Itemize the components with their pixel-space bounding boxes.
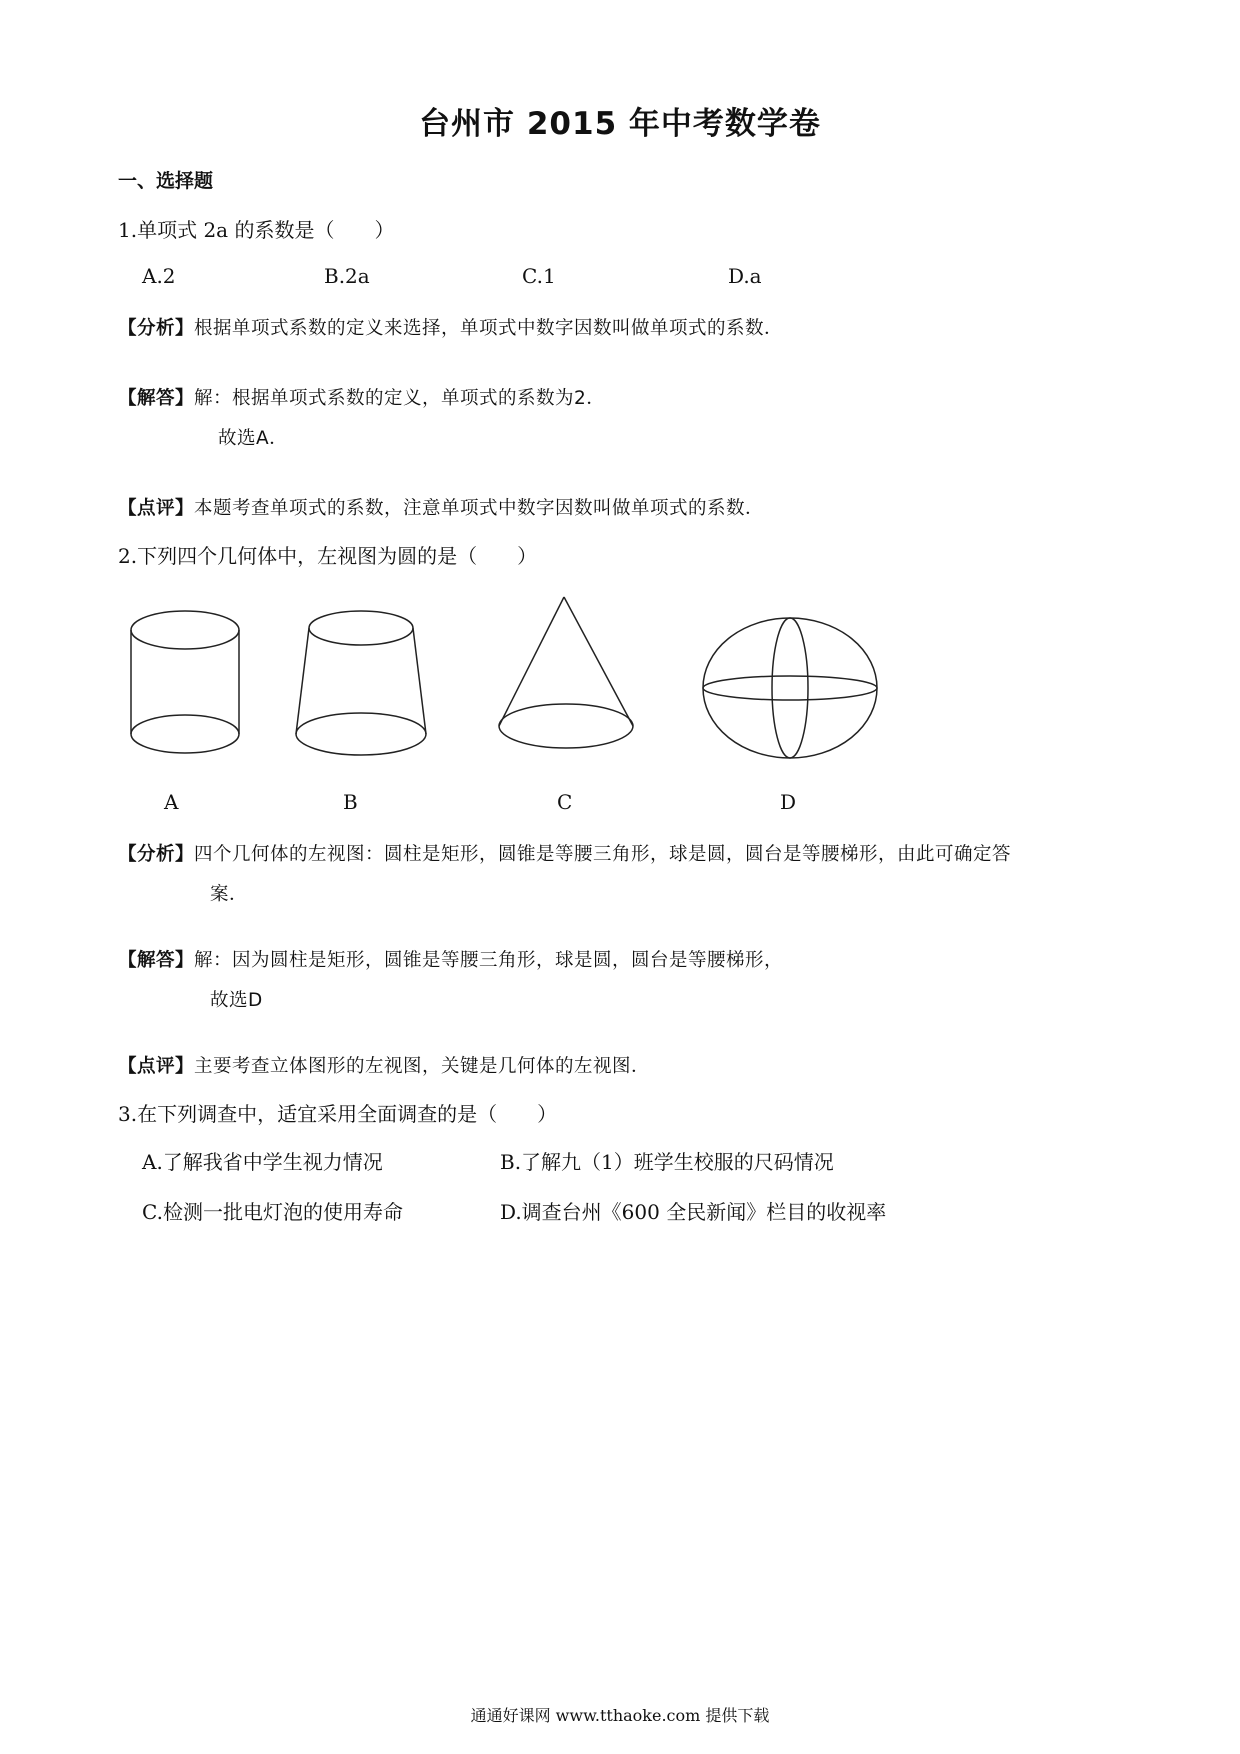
q2-comment-text: 主要考查立体图形的左视图，关键是几何体的左视图． bbox=[194, 1056, 651, 1077]
q3-stem: 3.在下列调查中，适宜采用全面调查的是（ ） bbox=[118, 1102, 558, 1126]
q3-option-b: B.了解九（1）班学生校服的尺码情况 bbox=[500, 1150, 834, 1174]
q1-option-b: B.2a bbox=[324, 264, 370, 288]
figure-label-b: B bbox=[343, 790, 358, 814]
q2-comment-tag: 【点评】 bbox=[118, 1056, 195, 1077]
q3-option-a: A.了解我省中学生视力情况 bbox=[142, 1150, 383, 1174]
q1-answer-tag: 【解答】 bbox=[118, 388, 195, 409]
q1-option-a: A.2 bbox=[142, 264, 176, 288]
q1-option-c: C.1 bbox=[522, 264, 556, 288]
sphere-figure bbox=[703, 618, 877, 758]
q1-answer-choice: 故选A． bbox=[218, 428, 289, 449]
q2-answer bbox=[118, 946, 783, 972]
q3-option-c: C.检测一批电灯泡的使用寿命 bbox=[142, 1200, 403, 1224]
q1-comment-tag: 【点评】 bbox=[118, 498, 195, 519]
q2-analysis bbox=[118, 840, 1011, 866]
q1-option-d: D.a bbox=[728, 264, 762, 288]
q3-option-d: D.调查台州《600 全民新闻》栏目的收视率 bbox=[500, 1200, 887, 1224]
q2-analysis-tag: 【分析】 bbox=[118, 844, 195, 865]
q1-analysis-text: 根据单项式系数的定义来选择，单项式中数字因数叫做单项式的系数． bbox=[194, 318, 784, 339]
section-heading: 一、选择题 bbox=[118, 170, 214, 192]
frustum-figure bbox=[296, 611, 426, 755]
q2-stem: 2.下列四个几何体中，左视图为圆的是（ ） bbox=[118, 544, 538, 568]
figure-label-d: D bbox=[780, 790, 797, 814]
q2-answer-text: 解：因为圆柱是矩形，圆锥是等腰三角形，球是圆，圆台是等腰梯形， bbox=[194, 950, 784, 971]
q2-answer-choice: 故选D bbox=[210, 990, 263, 1011]
q1-analysis-tag: 【分析】 bbox=[118, 318, 195, 339]
q1-comment-text: 本题考查单项式的系数，注意单项式中数字因数叫做单项式的系数． bbox=[194, 498, 765, 519]
cylinder-figure bbox=[131, 611, 239, 753]
page-footer: 通通好课网 www.tthaoke.com 提供下载 bbox=[470, 1706, 770, 1725]
q1-answer-text: 解：根据单项式系数的定义，单项式的系数为2． bbox=[194, 388, 606, 409]
q2-answer-tag: 【解答】 bbox=[118, 950, 195, 971]
cone-figure bbox=[499, 597, 633, 748]
q2-analysis-continued: 案． bbox=[210, 884, 249, 905]
q2-comment bbox=[118, 1052, 650, 1078]
q1-stem: 1.单项式 2a 的系数是（ ） bbox=[118, 218, 395, 242]
page-title: 台州市 2015 年中考数学卷 bbox=[419, 106, 821, 142]
q2-analysis-text: 四个几何体的左视图：圆柱是矩形，圆锥是等腰三角形，球是圆，圆台是等腰梯形，由此可确定答 bbox=[194, 844, 1012, 865]
figure-label-c: C bbox=[557, 790, 573, 814]
figure-label-a: A bbox=[164, 790, 179, 814]
